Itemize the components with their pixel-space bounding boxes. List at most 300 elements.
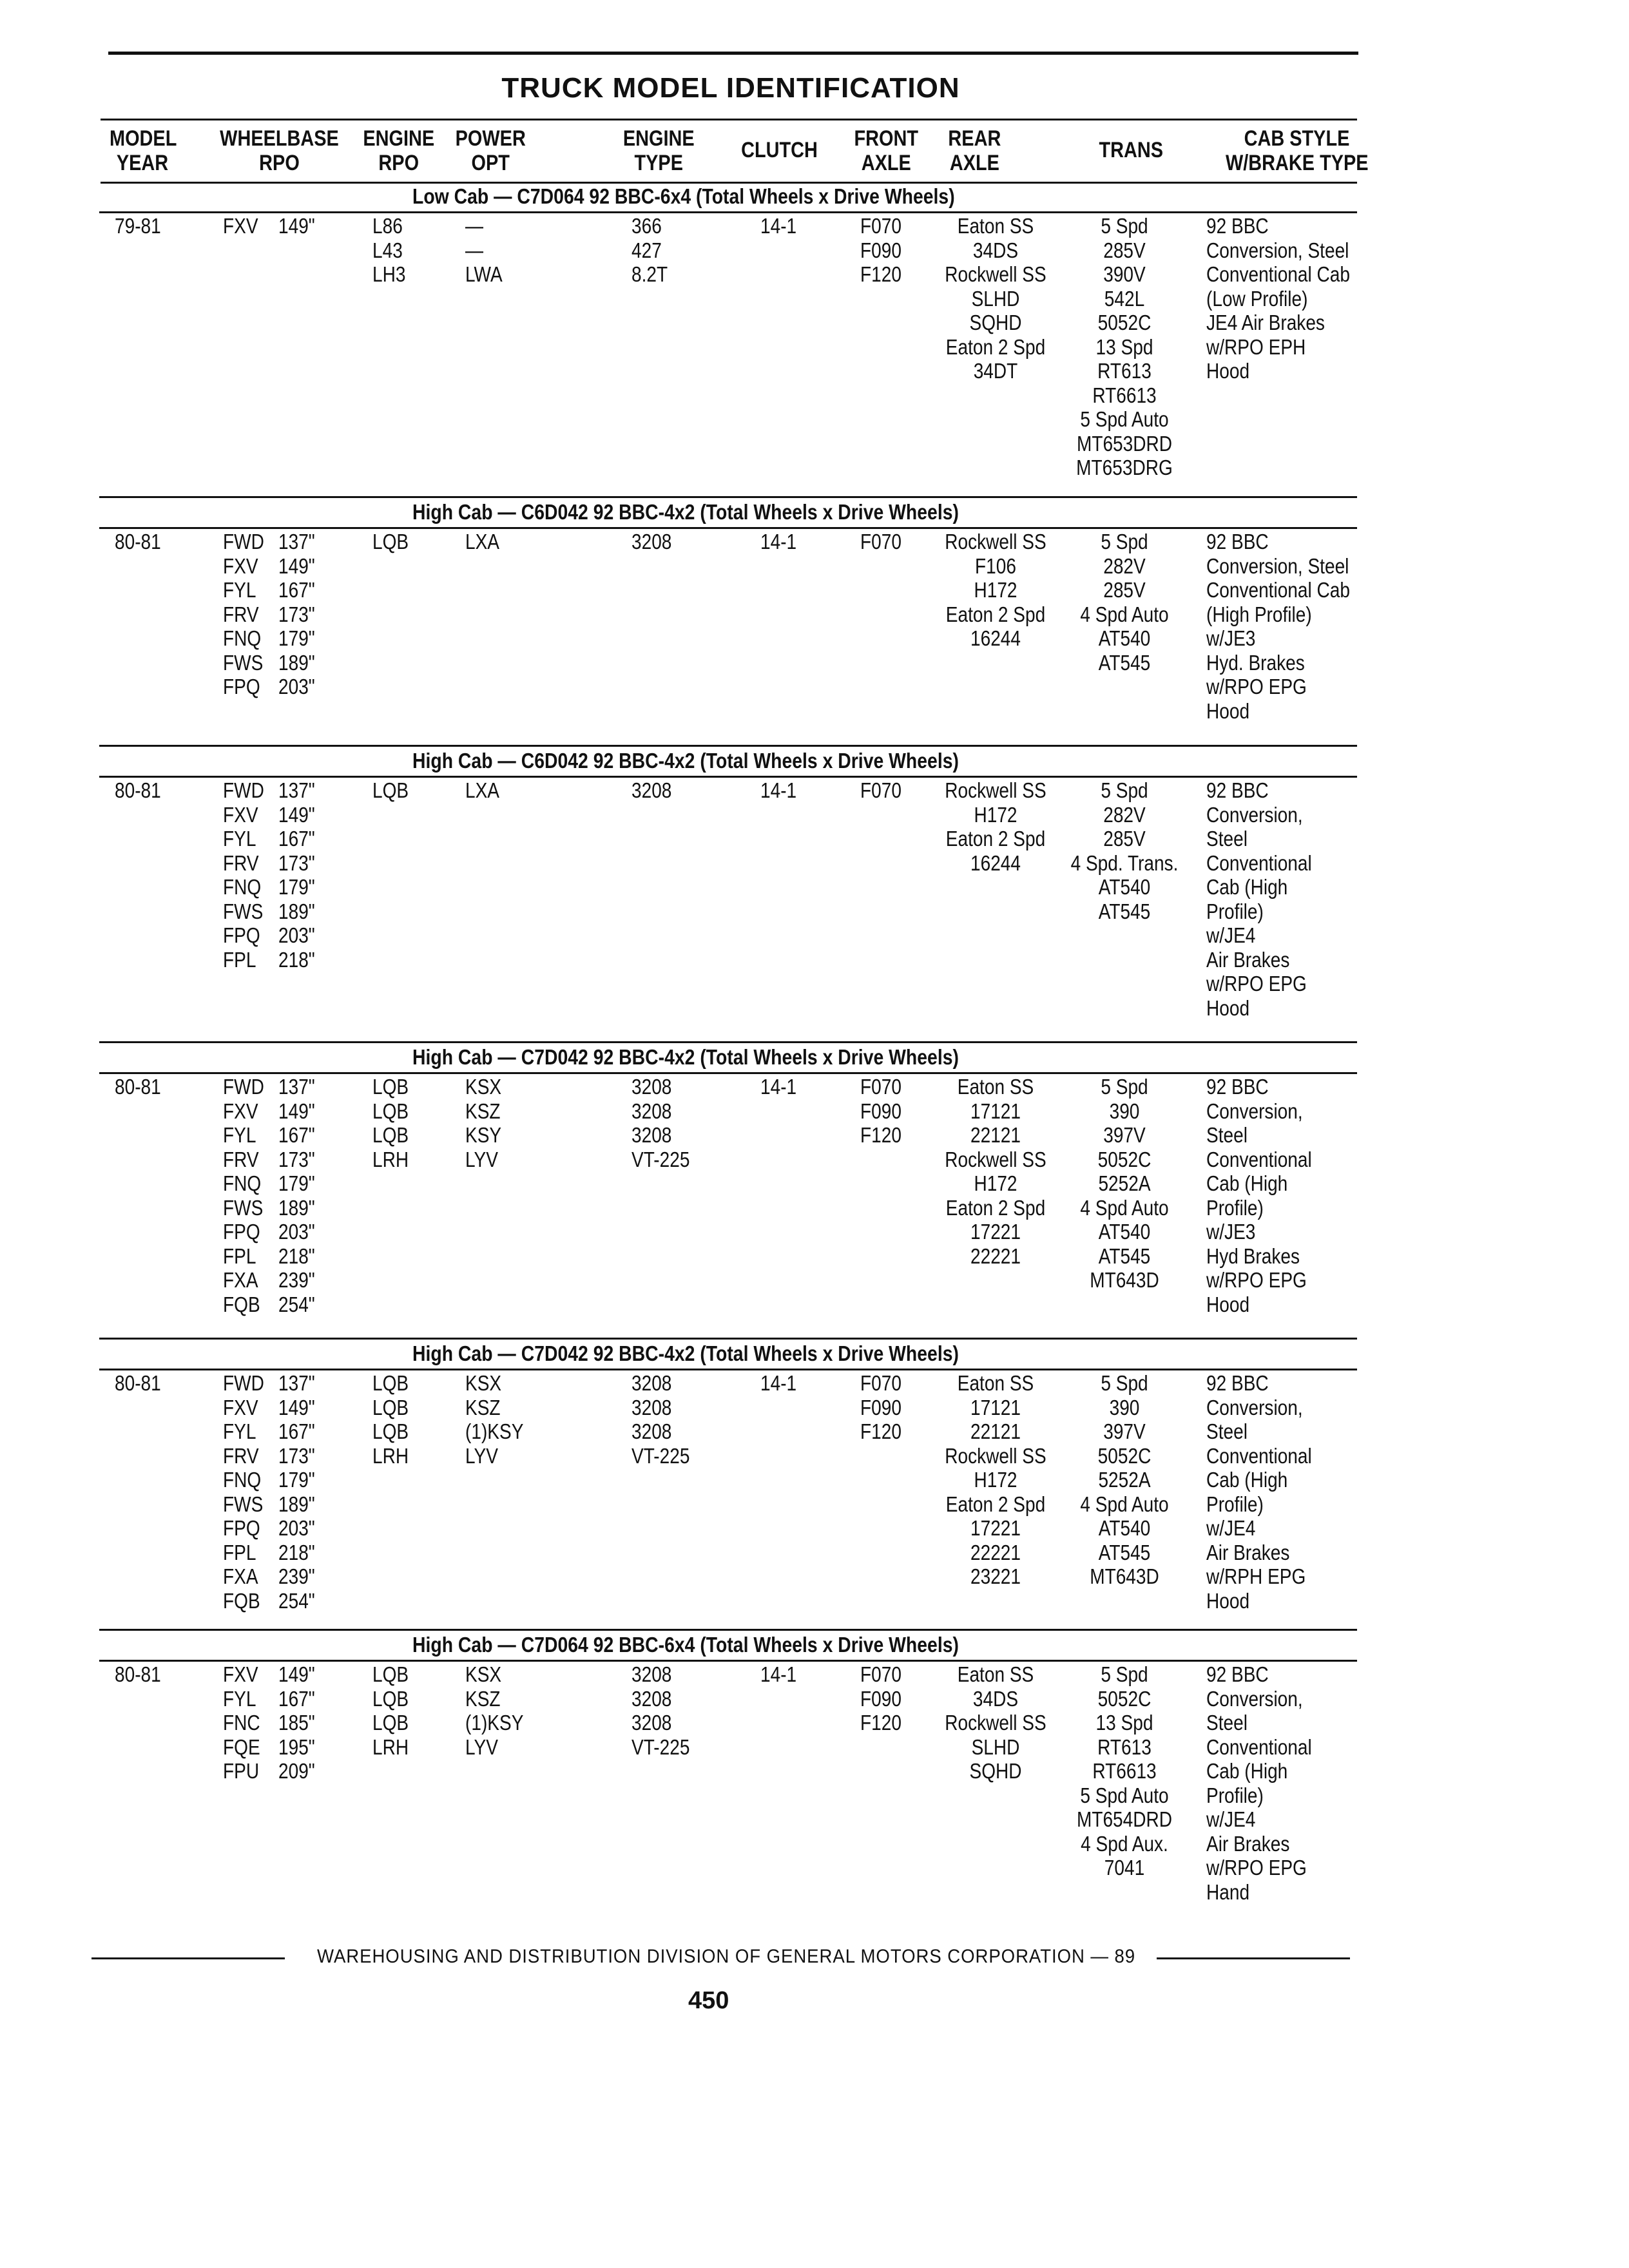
- cell: KSX: [465, 1662, 502, 1686]
- cell: Steel: [1206, 1419, 1248, 1443]
- cell: FYL: [223, 1419, 256, 1443]
- cell: Cab (High: [1206, 1171, 1288, 1195]
- header-front-axle: [851, 126, 922, 175]
- cell: 179": [278, 626, 315, 650]
- cell: LXA: [465, 778, 500, 802]
- col-cab-style: [1206, 214, 1350, 383]
- col-front-axle: [860, 778, 901, 803]
- col-cab-style: [1206, 778, 1312, 1020]
- cell: 92 BBC: [1206, 1075, 1269, 1099]
- section-title: High Cab — C6D042 92 BBC-4x2 (Total Wheels x Drive Wheels): [412, 749, 959, 773]
- cell: 3208: [631, 1419, 672, 1443]
- cell: FNQ: [223, 1468, 262, 1492]
- cell: H172: [974, 578, 1017, 602]
- cell: 179": [278, 875, 315, 899]
- cell: 92 BBC: [1206, 530, 1269, 553]
- cell: FYL: [223, 1123, 256, 1147]
- col-clutch: [760, 214, 796, 238]
- cell: F090: [860, 1099, 901, 1123]
- cell: 203": [278, 675, 315, 698]
- cell: 137": [278, 778, 315, 802]
- cell: VT-225: [631, 1735, 690, 1759]
- cell: F070: [860, 214, 901, 238]
- cell: FXV: [223, 214, 258, 238]
- cell: Profile): [1206, 1492, 1264, 1516]
- section-top-rule: [99, 1041, 1357, 1043]
- header-line: POWER: [455, 126, 526, 151]
- cell: LQB: [372, 778, 409, 802]
- cell: SLHD: [971, 1735, 1020, 1759]
- cell: Eaton SS: [957, 1075, 1034, 1099]
- section-title: High Cab — C6D042 92 BBC-4x2 (Total Wheels x Drive Wheels): [412, 500, 959, 524]
- cell: 7041: [1104, 1856, 1145, 1879]
- cell: F120: [860, 1419, 901, 1443]
- cell: 3208: [631, 530, 672, 553]
- cell: 179": [278, 1171, 315, 1195]
- cell: RT6613: [1092, 383, 1157, 407]
- cell: w/RPH EPG: [1206, 1564, 1306, 1588]
- cell: 239": [278, 1268, 315, 1292]
- cell: 13 Spd: [1095, 334, 1153, 359]
- cell: FQE: [223, 1735, 260, 1759]
- cell: Hood: [1206, 1292, 1250, 1316]
- cell: 189": [278, 899, 315, 923]
- cell: FPQ: [223, 923, 260, 947]
- cell: LQB: [372, 1395, 409, 1419]
- cell: MT653DRD: [1076, 431, 1173, 456]
- header-line: OPT: [471, 151, 510, 175]
- cell: F120: [860, 262, 901, 286]
- cell: 203": [278, 1516, 315, 1540]
- cell: LQB: [372, 1711, 409, 1735]
- cell: FQB: [223, 1292, 260, 1316]
- cell: 80-81: [115, 1371, 161, 1395]
- cell: —: [465, 238, 484, 262]
- cell: Rockwell SS: [945, 530, 1046, 553]
- cell: 22221: [970, 1244, 1021, 1268]
- cell: 3208: [631, 1123, 672, 1147]
- cell: KSX: [465, 1075, 502, 1099]
- col-engine-rpo: [372, 530, 409, 554]
- cell: AT545: [1098, 1244, 1151, 1268]
- cell: 189": [278, 1195, 315, 1220]
- cell: 80-81: [115, 778, 161, 802]
- header-line: WHEELBASE: [220, 126, 339, 151]
- col-engine-type: [631, 778, 671, 803]
- cell: Hood: [1206, 698, 1250, 723]
- cell: 14-1: [760, 530, 797, 553]
- cell: 390V: [1103, 262, 1146, 286]
- cell: F070: [860, 1371, 901, 1395]
- cell: MT643D: [1090, 1564, 1159, 1588]
- cell: 5252A: [1098, 1468, 1151, 1492]
- col-wheelbase: [278, 1371, 315, 1613]
- col-wheelbase-rpo: [223, 530, 264, 699]
- cell: 92 BBC: [1206, 214, 1269, 238]
- cell: 17121: [970, 1099, 1021, 1123]
- col-rear-axle: [941, 1075, 1050, 1268]
- cell: 149": [278, 1395, 315, 1419]
- col-engine-type: [631, 214, 668, 287]
- col-year: [115, 778, 161, 803]
- cell: FYL: [223, 827, 256, 850]
- cell: FXV: [223, 802, 258, 827]
- cell: RT6613: [1092, 1759, 1157, 1783]
- cell: 5 Spd: [1101, 778, 1148, 802]
- cell: MT643D: [1090, 1268, 1159, 1292]
- cell: FWS: [223, 650, 264, 675]
- cell: Conversion,: [1206, 1686, 1303, 1711]
- cell: w/JE4: [1206, 1807, 1256, 1831]
- cell: 5052C: [1097, 1147, 1152, 1171]
- cell: Eaton SS: [957, 1662, 1034, 1686]
- cell: Hood: [1206, 359, 1250, 383]
- cell: AT545: [1098, 899, 1151, 923]
- cell: 282V: [1103, 553, 1146, 578]
- cell: RT613: [1097, 359, 1152, 383]
- cell: 366: [631, 214, 662, 238]
- cell: w/RPO EPH: [1206, 334, 1306, 359]
- section-title: High Cab — C7D042 92 BBC-4x2 (Total Wheels x Drive Wheels): [412, 1341, 959, 1365]
- cell: LRH: [372, 1443, 409, 1468]
- page-number: 450: [688, 1987, 729, 2014]
- section-top-rule: [99, 1629, 1357, 1631]
- col-wheelbase-rpo: [223, 1662, 260, 1783]
- cell: 5 Spd: [1101, 1075, 1148, 1099]
- header-trans: [1095, 138, 1167, 162]
- cell: FXA: [223, 1564, 258, 1588]
- section-top-rule: [99, 496, 1357, 498]
- cell: 22121: [970, 1123, 1021, 1147]
- section-title: High Cab — C7D064 92 BBC-6x4 (Total Wheels x Drive Wheels): [412, 1633, 959, 1657]
- cell: 80-81: [115, 530, 161, 553]
- section-title-rule: [99, 1660, 1357, 1662]
- cell: 167": [278, 827, 315, 850]
- cell: FQB: [223, 1588, 260, 1613]
- cell: FWD: [223, 530, 264, 553]
- cell: LQB: [372, 1662, 409, 1686]
- cell: w/RPO EPG: [1206, 1268, 1307, 1292]
- section-title-rule: [99, 211, 1357, 213]
- cell: 137": [278, 1371, 315, 1395]
- cell: Conventional: [1206, 850, 1312, 875]
- cell: FNQ: [223, 875, 262, 899]
- cell: w/RPO EPG: [1206, 1856, 1307, 1879]
- col-wheelbase: [278, 214, 315, 238]
- cell: 3208: [631, 1662, 672, 1686]
- cell: Eaton SS: [957, 214, 1034, 238]
- cell: 254": [278, 1588, 315, 1613]
- col-trans: [1070, 778, 1179, 923]
- cell: —: [465, 214, 484, 238]
- header-cab-style: [1226, 126, 1368, 175]
- cell: FXV: [223, 553, 258, 578]
- cell: 8.2T: [631, 262, 668, 286]
- cell: LQB: [372, 1371, 409, 1395]
- cell: Conventional: [1206, 1735, 1312, 1759]
- cell: 4 Spd Auto: [1080, 602, 1169, 626]
- cell: Eaton 2 Spd: [945, 1492, 1046, 1516]
- cell: 3208: [631, 1371, 672, 1395]
- cell: 179": [278, 1468, 315, 1492]
- cell: (1)KSY: [465, 1711, 524, 1735]
- cell: FXV: [223, 1099, 258, 1123]
- cell: VT-225: [631, 1443, 690, 1468]
- cell: 5 Spd Auto: [1080, 407, 1169, 431]
- header-wheelbase-rpo: [219, 126, 340, 175]
- cell: 390: [1109, 1099, 1140, 1123]
- header-line: REAR: [948, 126, 1001, 151]
- col-engine-rpo: [372, 214, 405, 287]
- cell: 14-1: [760, 1371, 797, 1395]
- cell: 79-81: [115, 214, 161, 238]
- cell: 149": [278, 214, 315, 238]
- cell: 239": [278, 1564, 315, 1588]
- cell: Cab (High: [1206, 875, 1288, 899]
- cell: w/JE4: [1206, 923, 1256, 947]
- cell: LQB: [372, 1419, 409, 1443]
- section-title-rule: [99, 1072, 1357, 1074]
- cell: FNQ: [223, 626, 262, 650]
- cell: 14-1: [760, 1075, 797, 1099]
- cell: FNC: [223, 1711, 260, 1735]
- cell: Hood: [1206, 995, 1250, 1020]
- section-top-rule: [99, 1338, 1357, 1340]
- cell: F090: [860, 1686, 901, 1711]
- cell: (1)KSY: [465, 1419, 524, 1443]
- cell: Conventional: [1206, 1147, 1312, 1171]
- cell: 3208: [631, 1395, 672, 1419]
- section-top-rule: [99, 745, 1357, 747]
- cell: 14-1: [760, 778, 797, 802]
- col-trans: [1070, 530, 1179, 675]
- top-rule: [108, 52, 1358, 55]
- cell: 92 BBC: [1206, 1662, 1269, 1686]
- col-front-axle: [860, 1371, 901, 1444]
- header-line: TYPE: [634, 151, 683, 175]
- col-engine-type: [631, 530, 671, 554]
- cell: Profile): [1206, 899, 1264, 923]
- cell: 218": [278, 1540, 315, 1564]
- cell: H172: [974, 1171, 1017, 1195]
- col-clutch: [760, 1075, 796, 1099]
- col-wheelbase-rpo: [223, 1371, 264, 1613]
- col-power-opt: [465, 214, 503, 287]
- cell: 16244: [970, 626, 1021, 650]
- header-line: FRONT: [854, 126, 919, 151]
- cell: 34DS: [972, 238, 1019, 262]
- cell: FWD: [223, 1371, 264, 1395]
- cell: 167": [278, 1419, 315, 1443]
- col-wheelbase: [278, 1662, 315, 1783]
- cell: Cab (High: [1206, 1759, 1288, 1783]
- cell: FRV: [223, 1443, 259, 1468]
- cell: 5052C: [1097, 1686, 1152, 1711]
- col-clutch: [760, 778, 796, 803]
- cell: LQB: [372, 1099, 409, 1123]
- cell: 167": [278, 1686, 315, 1711]
- cell: Rockwell SS: [945, 1711, 1046, 1735]
- cell: FWS: [223, 1492, 264, 1516]
- cell: Profile): [1206, 1195, 1264, 1220]
- cell: F120: [860, 1123, 901, 1147]
- col-rear-axle: [941, 1662, 1050, 1783]
- cell: 13 Spd: [1095, 1711, 1153, 1735]
- cell: 22121: [970, 1419, 1021, 1443]
- col-power-opt: [465, 778, 499, 803]
- col-power-opt: [465, 1371, 523, 1468]
- cell: Rockwell SS: [945, 778, 1046, 802]
- col-cab-style: [1206, 530, 1350, 723]
- cell: LH3: [372, 262, 406, 286]
- header-line: RPO: [259, 151, 300, 175]
- col-rear-axle: [941, 778, 1050, 875]
- col-engine-type: [631, 1371, 689, 1468]
- cell: 4 Spd. Trans.: [1070, 850, 1179, 875]
- col-wheelbase: [278, 778, 315, 972]
- cell: F070: [860, 530, 901, 553]
- header-line: ENGINE: [363, 126, 435, 151]
- section-title-rule: [99, 776, 1357, 778]
- cell: FPQ: [223, 675, 260, 698]
- cell: LYV: [465, 1443, 498, 1468]
- section-title: High Cab — C7D042 92 BBC-4x2 (Total Wheels x Drive Wheels): [412, 1045, 959, 1069]
- cell: 189": [278, 1492, 315, 1516]
- col-clutch: [760, 1371, 796, 1396]
- cell: Conversion, Steel: [1206, 553, 1349, 578]
- col-front-axle: [860, 530, 901, 554]
- col-power-opt: [465, 1662, 523, 1759]
- header-line: AXLE: [861, 151, 911, 175]
- cell: MT653DRG: [1076, 456, 1173, 479]
- cell: SQHD: [969, 1759, 1022, 1783]
- col-engine-rpo: [372, 1075, 409, 1171]
- cell: LQB: [372, 1686, 409, 1711]
- cell: 137": [278, 1075, 315, 1099]
- col-rear-axle: [941, 1371, 1050, 1589]
- cell: 195": [278, 1735, 315, 1759]
- cell: FRV: [223, 1147, 259, 1171]
- cell: w/JE3: [1206, 1220, 1256, 1244]
- cell: FXV: [223, 1395, 258, 1419]
- header-line: CLUTCH: [741, 138, 818, 162]
- cell: F070: [860, 1662, 901, 1686]
- cell: Eaton 2 Spd: [945, 602, 1046, 626]
- cell: 17121: [970, 1395, 1021, 1419]
- cell: Cab (High: [1206, 1468, 1288, 1492]
- cell: (Low Profile): [1206, 286, 1308, 311]
- cell: FPU: [223, 1759, 260, 1783]
- header-top-rule: [101, 119, 1357, 120]
- cell: Conventional Cab: [1206, 578, 1350, 602]
- cell: LYV: [465, 1147, 498, 1171]
- col-power-opt: [465, 530, 499, 554]
- cell: FWS: [223, 1195, 264, 1220]
- cell: 5 Spd Auto: [1080, 1783, 1169, 1807]
- cell: 149": [278, 802, 315, 827]
- cell: FRV: [223, 850, 259, 875]
- cell: SLHD: [971, 286, 1020, 311]
- col-cab-style: [1206, 1075, 1312, 1316]
- cell: 3208: [631, 1711, 672, 1735]
- cell: 80-81: [115, 1662, 161, 1686]
- cell: Hand: [1206, 1879, 1250, 1904]
- cell: Hyd. Brakes: [1206, 650, 1305, 675]
- cell: 397V: [1103, 1123, 1146, 1147]
- cell: 285V: [1103, 827, 1146, 850]
- cell: FPQ: [223, 1220, 260, 1244]
- header-rear-axle: [938, 126, 1012, 175]
- cell: F090: [860, 1395, 901, 1419]
- cell: 4 Spd Aux.: [1081, 1831, 1168, 1856]
- col-wheelbase-rpo: [223, 778, 264, 972]
- header-line: YEAR: [116, 151, 169, 175]
- cell: 3208: [631, 1686, 672, 1711]
- cell: LWA: [465, 262, 503, 286]
- cell: Steel: [1206, 1711, 1248, 1735]
- cell: F120: [860, 1711, 901, 1735]
- footer-rule-left: [92, 1957, 285, 1959]
- col-engine-rpo: [372, 1662, 409, 1759]
- cell: FXV: [223, 1662, 258, 1686]
- cell: FPL: [223, 947, 256, 972]
- col-wheelbase: [278, 530, 315, 699]
- cell: Conventional Cab: [1206, 262, 1350, 286]
- section-title: Low Cab — C7D064 92 BBC-6x4 (Total Wheels x Drive Wheels): [412, 184, 955, 208]
- cell: H172: [974, 1468, 1017, 1492]
- cell: Air Brakes: [1206, 1540, 1290, 1564]
- cell: 390: [1109, 1395, 1140, 1419]
- cell: SQHD: [969, 311, 1022, 334]
- cell: 149": [278, 1099, 315, 1123]
- cell: 92 BBC: [1206, 1371, 1269, 1395]
- col-cab-style: [1206, 1371, 1312, 1613]
- cell: LQB: [372, 1123, 409, 1147]
- col-year: [115, 1662, 161, 1687]
- cell: LXA: [465, 530, 500, 553]
- cell: Rockwell SS: [945, 1147, 1046, 1171]
- cell: AT540: [1098, 1516, 1151, 1540]
- cell: 397V: [1103, 1419, 1146, 1443]
- header-model-year: [110, 126, 175, 175]
- cell: 542L: [1104, 286, 1145, 311]
- col-year: [115, 1075, 161, 1099]
- cell: 3208: [631, 778, 672, 802]
- header-line: TRANS: [1099, 138, 1164, 162]
- cell: 173": [278, 1147, 315, 1171]
- cell: AT540: [1098, 1220, 1151, 1244]
- header-line: ENGINE: [622, 126, 695, 151]
- col-front-axle: [860, 1662, 901, 1735]
- cell: 16244: [970, 850, 1021, 875]
- cell: JE4 Air Brakes: [1206, 311, 1325, 334]
- cell: 173": [278, 602, 315, 626]
- cell: FYL: [223, 578, 256, 602]
- cell: 3208: [631, 1099, 672, 1123]
- col-front-axle: [860, 1075, 901, 1148]
- cell: FNQ: [223, 1171, 262, 1195]
- footer-text: WAREHOUSING AND DISTRIBUTION DIVISION OF GENERAL MOTORS CORPORATION — 89: [317, 1946, 1136, 1967]
- header-engine-rpo: [358, 126, 440, 175]
- cell: 5 Spd: [1101, 1662, 1148, 1686]
- cell: MT654DRD: [1076, 1807, 1173, 1831]
- cell: 189": [278, 650, 315, 675]
- cell: 185": [278, 1711, 315, 1735]
- cell: 282V: [1103, 802, 1146, 827]
- cell: 137": [278, 530, 315, 553]
- col-cab-style: [1206, 1662, 1312, 1904]
- cell: RT613: [1097, 1735, 1152, 1759]
